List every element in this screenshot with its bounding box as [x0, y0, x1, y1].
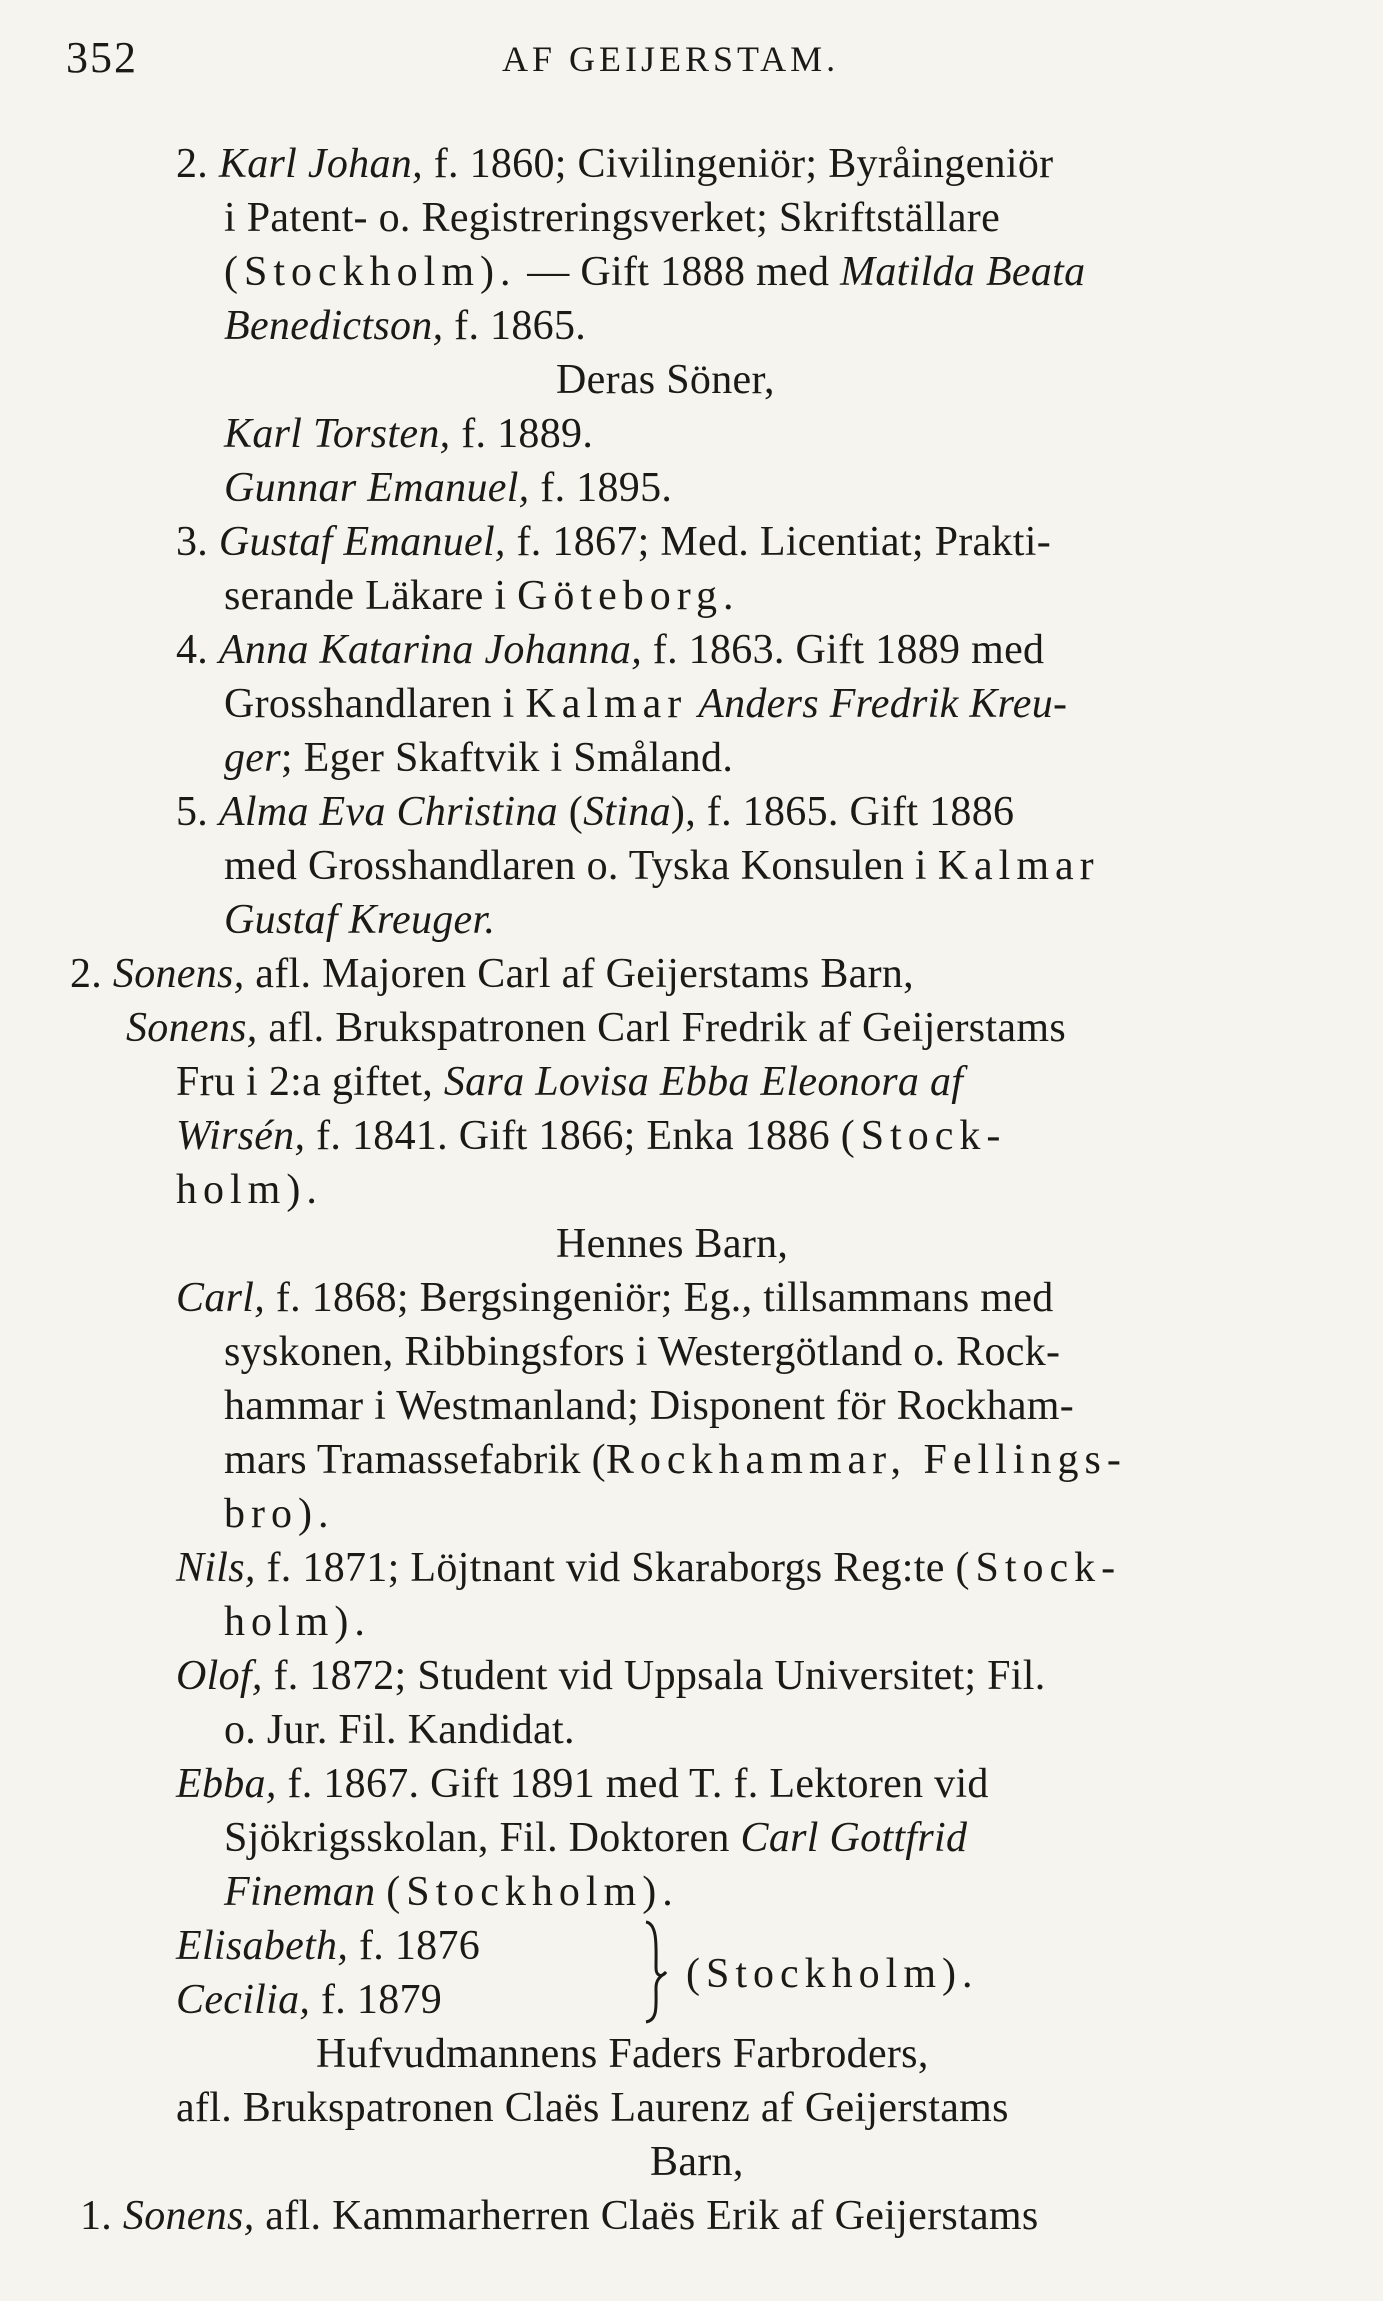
italic-name: Stina [583, 789, 671, 835]
text-segment: f. 1889. [450, 411, 594, 457]
text-segment: (Stock- [840, 1113, 1007, 1159]
text-segment: (Stock- [955, 1545, 1122, 1591]
text-line [224, 894, 495, 946]
text-segment: bro). [224, 1491, 335, 1537]
text-line [224, 1596, 371, 1648]
italic-name: Ebba, [176, 1761, 277, 1807]
text-segment: serande Läkare i [224, 573, 518, 619]
text-line [176, 2082, 1009, 2134]
italic-name: Olof, [176, 1653, 263, 1699]
text-segment: afl. Brukspatronen Carl Fredrik af Geijerstams [257, 1005, 1066, 1051]
text-line [224, 462, 672, 514]
text-segment: hammar i Westmanland; Disponent för Rockham- [224, 1383, 1075, 1429]
italic-name: Sonens, [122, 2193, 255, 2239]
text-line [176, 1650, 1046, 1702]
text-segment: f. 1860; Civilingeniör; Byråingeniör [422, 141, 1054, 187]
italic-name: ger [224, 735, 281, 781]
italic-name: Sara Lovisa Ebba Eleonora af [443, 1059, 964, 1105]
text-segment: i Patent- o. Registreringsverket; Skriftställare [224, 195, 1001, 241]
text-segment: f. 1863. Gift 1889 med [642, 627, 1045, 673]
text-segment: (Stockholm). [386, 1869, 679, 1915]
text-line [224, 1488, 334, 1540]
text-line [224, 840, 1100, 892]
text-line [176, 1272, 1054, 1324]
italic-name: Wirsén, [176, 1113, 306, 1159]
text-line [176, 1164, 323, 1216]
text-line [224, 246, 1085, 298]
text-segment: 1. [80, 2193, 123, 2239]
text-segment: afl. Brukspatronen Claës Laurenz af Geijerstams [176, 2085, 1009, 2131]
italic-name: Fineman [224, 1869, 376, 1915]
brace-icon [640, 1918, 670, 2026]
text-line [176, 624, 1044, 676]
text-segment: Kalmar [525, 681, 688, 727]
text-segment: afl. Majoren Carl af Geijerstams Barn, [244, 951, 914, 997]
italic-name: Benedictson, [224, 303, 444, 349]
text-line [224, 570, 739, 622]
text-line [176, 786, 1014, 838]
text-line [224, 408, 593, 460]
text-segment: Sjökrigsskolan, Fil. Doktoren [224, 1815, 741, 1861]
text-line [126, 1002, 1066, 1054]
text-segment: f. 1876 [348, 1923, 481, 1969]
text-line [80, 2190, 1039, 2242]
text-segment: 2. [70, 951, 113, 997]
italic-name: Sonens, [112, 951, 245, 997]
italic-name: Carl Gottfrid [740, 1815, 968, 1861]
text-segment: holm). [224, 1599, 371, 1645]
text-segment: med Grosshandlaren o. Tyska Konsulen i [224, 843, 938, 889]
text-segment: Grosshandlaren i [224, 681, 526, 727]
text-segment [375, 1869, 386, 1915]
text-segment: 4. [176, 627, 219, 673]
text-segment: ; Eger Skaftvik i Småland. [280, 735, 734, 781]
text-segment: syskonen, Ribbingsfors i Westergötland o. Rock- [224, 1329, 1061, 1375]
text-segment: 2. [176, 141, 219, 187]
text-line [224, 732, 733, 784]
text-line [176, 1110, 1006, 1162]
text-segment: f. 1879 [310, 1977, 443, 2023]
text-segment: f. 1841. Gift 1866; Enka 1886 [305, 1113, 841, 1159]
text-segment: Hennes Barn, [556, 1221, 789, 1267]
text-line [224, 1866, 679, 1918]
running-title: AF GEIJERSTAM. [502, 39, 840, 79]
text-segment: — Gift 1888 med [516, 249, 841, 295]
text-segment: mars Tramassefabrik ( [224, 1437, 606, 1483]
italic-name: Gunnar Emanuel, [224, 465, 530, 511]
text-line [176, 1974, 442, 2026]
text-segment: holm). [176, 1167, 323, 1213]
text-segment: f. 1867. Gift 1891 med T. f. Lektoren vid [276, 1761, 989, 1807]
text-segment: afl. Kammarherren Claës Erik af Geijerstams [254, 2193, 1039, 2239]
text-line [224, 300, 586, 352]
text-line [556, 1218, 788, 1270]
text-line [650, 2136, 744, 2188]
text-segment: Barn, [650, 2139, 744, 2185]
text-segment: Rockhammar, Fellings- [605, 1437, 1127, 1483]
text-segment: f. 1871; Löjtnant vid Skaraborgs Reg:te [255, 1545, 956, 1591]
italic-name: Anna Katarina Johanna, [218, 627, 642, 673]
italic-name: Matilda Beata [840, 249, 1086, 295]
italic-name: Karl Torsten, [224, 411, 451, 457]
text-segment: Fru i 2:a giftet, [176, 1059, 444, 1105]
text-segment: Deras Söner, [556, 357, 775, 403]
text-segment: Hufvudmannens Faders Farbroders, [316, 2031, 929, 2077]
italic-name: Karl Johan, [218, 141, 423, 187]
text-line [224, 192, 1000, 244]
text-segment: f. 1867; Med. Licentiat; Prakti- [505, 519, 1051, 565]
italic-name: Cecilia, [176, 1977, 311, 2023]
text-line [224, 1380, 1074, 1432]
text-line [176, 1056, 963, 1108]
text-segment: 3. [176, 519, 219, 565]
text-line [176, 516, 1051, 568]
text-line [224, 1326, 1060, 1378]
text-segment: ), f. 1865. Gift 1886 [670, 789, 1015, 835]
text-line [224, 1704, 575, 1756]
text-segment: 5. [176, 789, 219, 835]
text-segment: f. 1895. [529, 465, 673, 511]
text-line [224, 678, 1067, 730]
text-line [556, 354, 775, 406]
text-line [70, 948, 914, 1000]
text-segment: f. 1872; Student vid Uppsala Universitet; Fil. [262, 1653, 1046, 1699]
italic-name: Gustaf Emanuel, [218, 519, 506, 565]
text-line [176, 138, 1053, 190]
text-segment: Kalmar [937, 843, 1100, 889]
text-line [224, 1434, 1127, 1486]
text-segment: (Stockholm). [224, 249, 517, 295]
italic-name: Sonens, [126, 1005, 258, 1051]
text-segment: f. 1868; Bergsingeniör; Eg., tillsammans med [265, 1275, 1054, 1321]
text-segment: Göteborg. [517, 573, 740, 619]
text-line [176, 1920, 480, 1972]
text-segment: f. 1865. [443, 303, 587, 349]
italic-name: Gustaf Kreuger. [224, 897, 496, 943]
italic-name: Carl, [176, 1275, 266, 1321]
italic-name: Anders Fredrik Kreu- [698, 681, 1068, 727]
page-number: 352 [66, 33, 138, 82]
brace-group-location: (Stockholm). [686, 1951, 979, 1997]
italic-name: Nils, [176, 1545, 256, 1591]
italic-name: Alma Eva Christina [218, 789, 558, 835]
text-line [224, 1812, 967, 1864]
text-segment: ( [557, 789, 584, 835]
text-line [176, 1758, 989, 1810]
italic-name: Elisabeth, [176, 1923, 349, 1969]
text-segment [687, 681, 698, 727]
text-segment: o. Jur. Fil. Kandidat. [224, 1707, 575, 1753]
text-line [316, 2028, 929, 2080]
text-line [176, 1542, 1121, 1594]
